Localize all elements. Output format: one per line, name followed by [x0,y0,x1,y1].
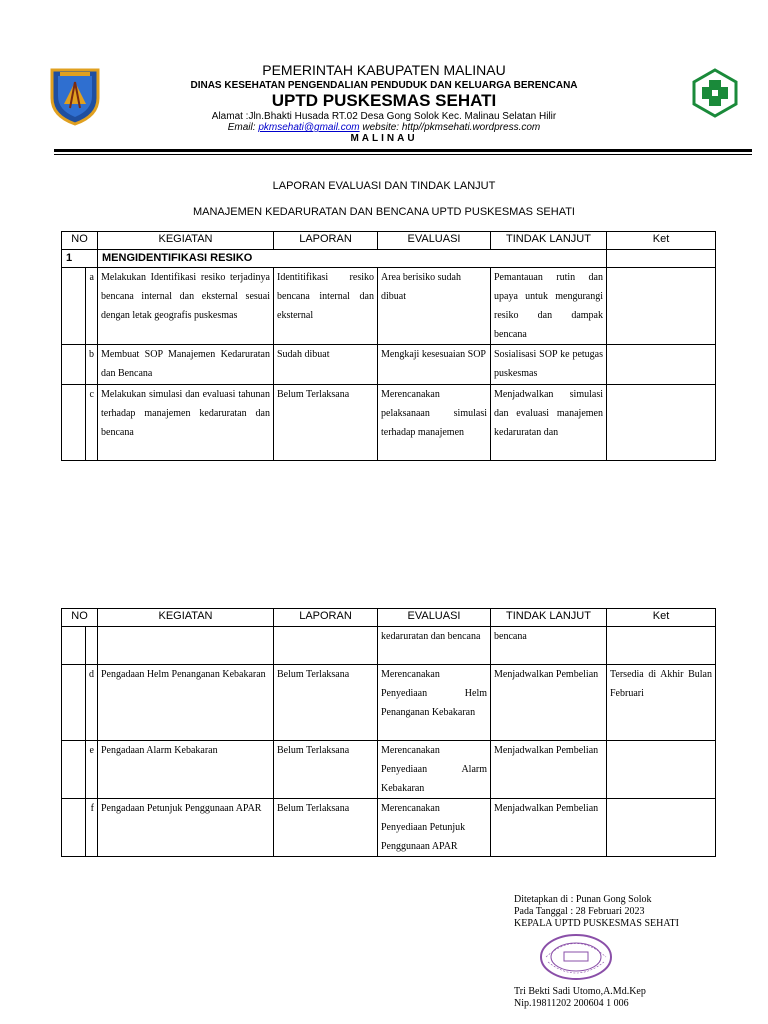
email-label: Email: [227,122,256,133]
website-text: website: http//pkmsehati.wordpress.com [362,122,541,133]
row-laporan [274,627,378,665]
row-kegiatan: Membuat SOP Manajemen Kedaruratan dan Bencana [98,345,274,385]
row-kegiatan: Melakukan simulasi dan evaluasi tahunan terhadap manajemen kedaruratan dan bencana [98,385,274,461]
col-header-evaluasi: EVALUASI [378,232,491,250]
row-tindak-lanjut: Menjadwalkan Pembelian [491,741,607,799]
table-header-row [62,609,716,627]
row-laporan: Belum Terlaksana [274,665,378,741]
row-laporan: Belum Terlaksana [274,385,378,461]
row-evaluasi: Merencanakan Penyediaan Petunjuk Penggunaan APAR [378,799,491,857]
row-ket [607,385,716,461]
row-letter: d [86,665,98,741]
col-header-no: NO [62,609,98,627]
col-header-laporan: LAPORAN [274,609,378,627]
col-header-tindak-lanjut: TINDAK LANJUT [491,232,607,250]
letterhead-agency: DINAS KESEHATAN PENGENDALIAN PENDUDUK DAN KELUARGA BERENCANA [190,80,578,91]
row-ket [607,268,716,345]
col-header-ket: Ket [607,609,716,627]
row-evaluasi: kedaruratan dan bencana [378,627,491,665]
header-divider-thin [54,154,752,155]
table-row [62,665,716,741]
row-letter [86,627,98,665]
letterhead-institution: UPTD PUSKESMAS SEHATI [271,91,497,110]
row-tindak-lanjut: Menjadwalkan Pembelian [491,665,607,741]
row-letter: a [86,268,98,345]
row-tindak-lanjut: Menjadwalkan simulasi dan evaluasi manajemen kedaruratan dan [491,385,607,461]
table-row [62,741,716,799]
letterhead-city: MALINAU [350,133,418,144]
row-kegiatan: Pengadaan Alarm Kebakaran [98,741,274,799]
row-ket [607,627,716,665]
row-kegiatan: Melakukan Identifikasi resiko terjadinya bencana internal dan eksternal sesuai dengan letak geografis puskesmas [98,268,274,345]
report-table-page1 [61,231,716,461]
row-evaluasi: Merencanakan pelaksanaan simulasi terhadap manajemen [378,385,491,461]
signature-position: KEPALA UPTD PUSKESMAS SEHATI [514,918,679,929]
signature-date: Pada Tanggal : 28 Februari 2023 [514,906,645,917]
section-row [62,250,716,268]
report-title: LAPORAN EVALUASI DAN TINDAK LANJUT [272,180,496,192]
letterhead-address: Alamat :Jln.Bhakti Husada RT.02 Desa Gong Solok Kec. Malinau Selatan Hilir [211,111,557,122]
report-subtitle: MANAJEMEN KEDARURATAN DAN BENCANA UPTD PUSKESMAS SEHATI [192,206,575,218]
col-header-ket: Ket [607,232,716,250]
official-stamp-icon [538,932,614,982]
signatory-name: Tri Bekti Sadi Utomo,A.Md.Kep [514,986,646,997]
row-ket [607,799,716,857]
row-no-cell [62,627,86,665]
row-tindak-lanjut: Pemantauan rutin dan upaya untuk mengurangi resiko dan dampak bencana [491,268,607,345]
row-ket: Tersedia di Akhir Bulan Februari [607,665,716,741]
col-header-no: NO [62,232,98,250]
row-laporan: Belum Terlaksana [274,741,378,799]
section-ket [607,250,716,268]
row-kegiatan: Pengadaan Petunjuk Penggunaan APAR [98,799,274,857]
table-row [62,627,716,665]
row-no-cell [62,799,86,857]
section-number: 1 [62,250,98,268]
col-header-evaluasi: EVALUASI [378,609,491,627]
row-no-cell [62,268,86,345]
row-ket [607,345,716,385]
signature-place: Ditetapkan di : Punan Gong Solok [514,894,652,905]
row-no-cell [62,665,86,741]
col-header-tindak-lanjut: TINDAK LANJUT [491,609,607,627]
row-tindak-lanjut: Menjadwalkan Pembelian [491,799,607,857]
row-evaluasi: Merencanakan Penyediaan Helm Penanganan Kebakaran [378,665,491,741]
row-letter: e [86,741,98,799]
letterhead-government: PEMERINTAH KABUPATEN MALINAU [262,62,506,78]
row-letter: f [86,799,98,857]
row-kegiatan [98,627,274,665]
row-laporan: Sudah dibuat [274,345,378,385]
row-evaluasi: Merencanakan Penyediaan Alarm Kebakaran [378,741,491,799]
letterhead-contact [0,122,768,133]
col-header-kegiatan: KEGIATAN [98,609,274,627]
col-header-kegiatan: KEGIATAN [98,232,274,250]
table-row [62,345,716,385]
table-header-row [62,232,716,250]
row-letter: c [86,385,98,461]
table-row [62,799,716,857]
row-ket [607,741,716,799]
row-tindak-lanjut: Sosialisasi SOP ke petugas puskesmas [491,345,607,385]
report-table-page2 [61,608,716,857]
header-divider-thick [54,149,752,152]
col-header-laporan: LAPORAN [274,232,378,250]
table-row [62,385,716,461]
row-tindak-lanjut: bencana [491,627,607,665]
row-letter: b [86,345,98,385]
row-evaluasi: Area berisiko sudah dibuat [378,268,491,345]
row-kegiatan: Pengadaan Helm Penanganan Kebakaran [98,665,274,741]
section-title: MENGIDENTIFIKASI RESIKO [98,250,607,268]
row-no-cell [62,345,86,385]
table-row [62,268,716,345]
row-no-cell [62,741,86,799]
email-link[interactable]: pkmsehati@gmail.com [258,122,360,133]
row-laporan: Identitifikasi resiko bencana internal dan eksternal [274,268,378,345]
signatory-nip: Nip.19811202 200604 1 006 [514,998,629,1009]
row-no-cell [62,385,86,461]
row-evaluasi: Mengkaji kesesuaian SOP [378,345,491,385]
row-laporan: Belum Terlaksana [274,799,378,857]
